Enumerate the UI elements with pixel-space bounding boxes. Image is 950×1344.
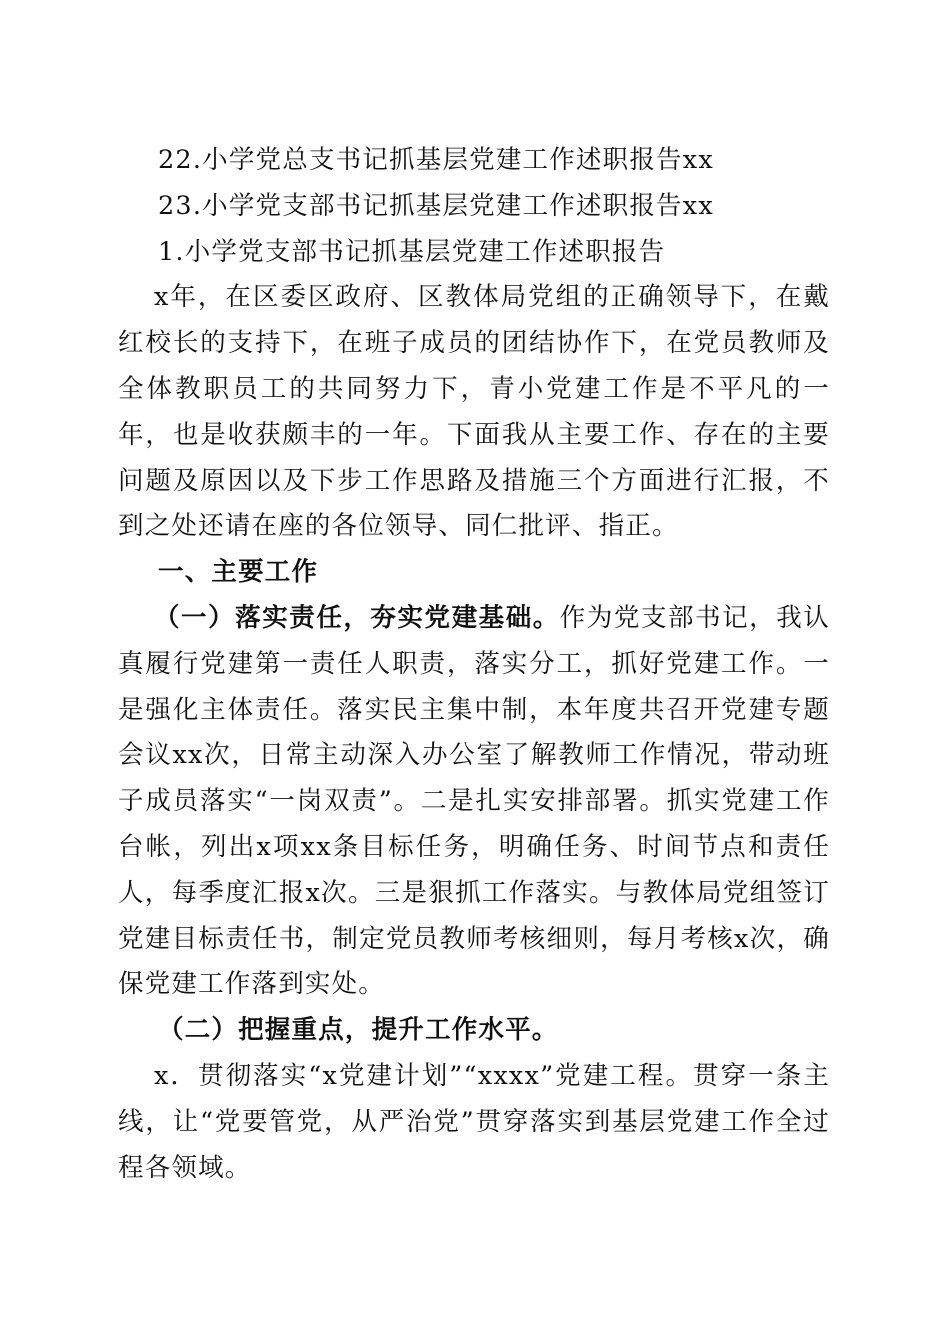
report-title: 1.小学党支部书记抓基层党建工作述职报告 — [158, 236, 666, 267]
item-x-paragraph: x．贯彻落实“x党建计划”“xxxx”党建工程。贯穿一条主线，让“党要管党，从严治党”贯穿落实到基层党建工作全过程各领域。 — [118, 1060, 830, 1183]
toc-item-22: 22.小学党总支书记抓基层党建工作述职报告xx — [158, 145, 714, 175]
section-heading-main-work: 一、主要工作 — [158, 557, 319, 588]
intro-paragraph: x年，在区委区政府、区教体局党组的正确领导下，在戴红校长的支持下，在班子成员的团结协作下，在党员教师及全体教职员工的共同努力下，青小党建工作是不平凡的一年，也是收获颇丰的一年。下面我从主要工作、存在的主要问题及原因以及下步工作思路及措施三个方面进行汇报，不到之处还请在座的各位领导、同仁批评、指正。 — [118, 282, 830, 542]
subsection-one-paragraph — [118, 596, 830, 1008]
subsection-one-body: 作为党支部书记，我认真履行党建第一责任人职责，落实分工，抓好党建工作。一是强化主体责任。落实民主集中制，本年度共召开党建专题会议xx次，日常主动深入办公室了解教师工作情况，带动班子成员落实“一岗双责”。二是扎实安排部署。抓实党建工作台帐，列出x项xx条目标任务，明确任务、时间节点和责任人，每季度汇报x次。三是狠抓工作落实。与教体局党组签订党建目标责任书，制定党员教师考核细则，每月考核x次，确保党建工作落到实处。 — [118, 602, 830, 1000]
subsection-two-title: （二）把握重点，提升工作水平。 — [158, 1015, 559, 1046]
toc-item-23: 23.小学党支部书记抓基层党建工作述职报告xx — [158, 190, 714, 221]
document-body — [118, 138, 830, 1191]
subsection-one-title: （一）落实责任，夯实党建基础。 — [154, 602, 560, 633]
